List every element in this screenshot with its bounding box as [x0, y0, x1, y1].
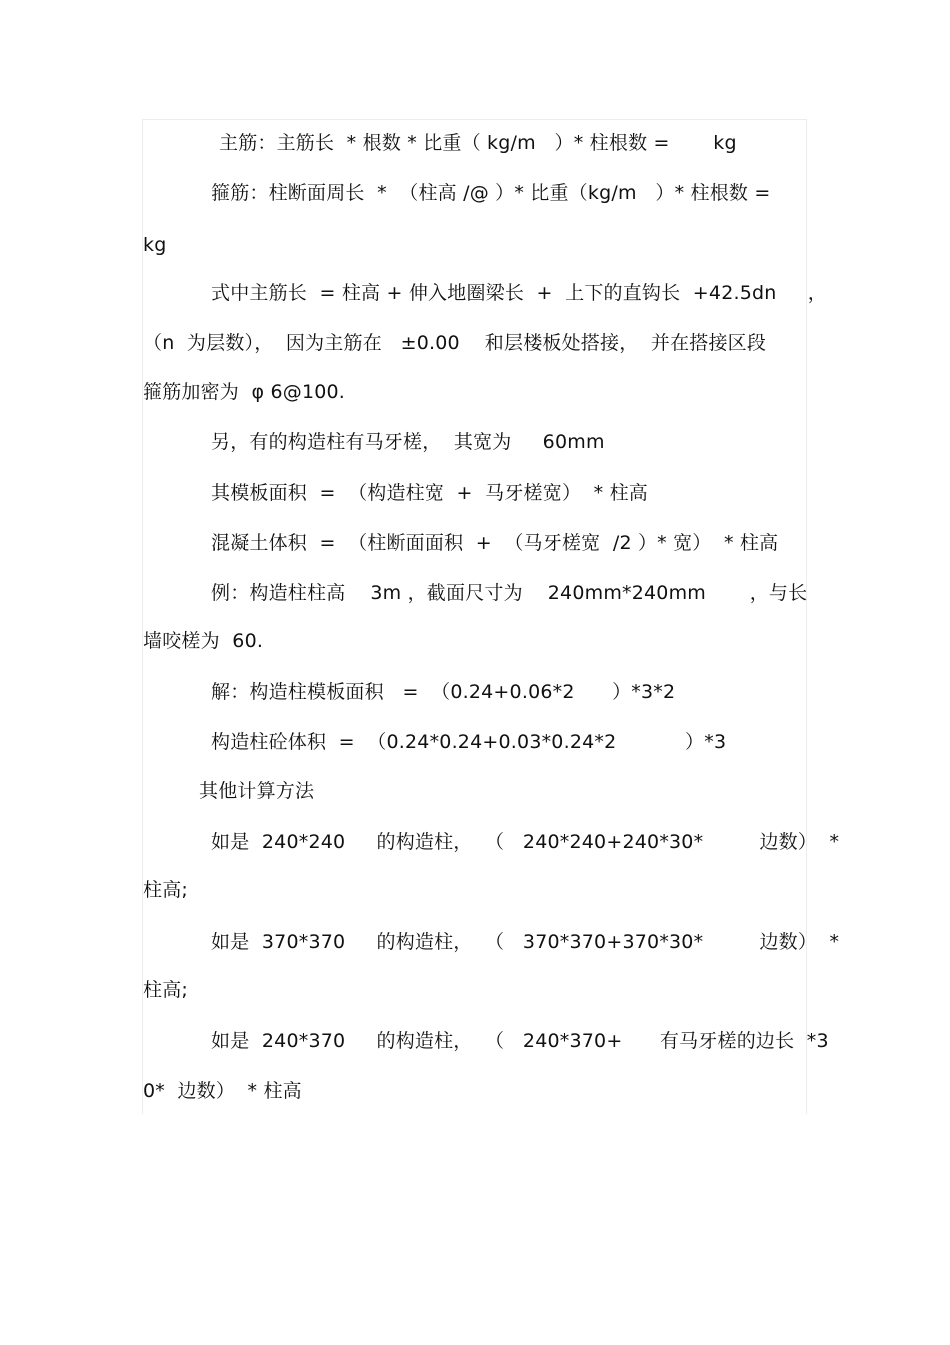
- text-line-solution-volume: 构造柱砼体积 = （0.24*0.24+0.03*0.24*2 ）*3: [211, 731, 727, 753]
- text-line-case-240-240: 如是 240*240 的构造柱， （ 240*240+240*30* 边数） *: [211, 831, 840, 853]
- text-line-case-240-370-cont: 0* 边数） * 柱高: [143, 1080, 302, 1102]
- text-line-stirrup-formula: 箍筋：柱断面周长 * （柱高 /@ ）* 比重（kg/m ）* 柱根数 =: [211, 182, 771, 204]
- text-line-stirrup-unit: kg: [143, 234, 167, 256]
- text-line-layer-note: （n 为层数）， 因为主筋在 ±0.00 和层楼板处搭接， 并在搭接区段: [143, 332, 767, 354]
- text-line-formwork-area: 其模板面积 = （构造柱宽 + 马牙槎宽） * 柱高: [211, 482, 648, 504]
- text-line-main-rebar-length: 式中主筋长 = 柱高 + 伸入地圈梁长 + 上下的直钩长 +42.5dn ，: [211, 282, 827, 304]
- text-line-solution-formwork: 解：构造柱模板面积 = （0.24+0.06*2 ）*3*2: [211, 681, 676, 703]
- text-line-case-370-370: 如是 370*370 的构造柱， （ 370*370+370*30* 边数） *: [211, 931, 840, 953]
- document-page: [142, 119, 807, 1114]
- text-line-example: 例：构造柱柱高 3m ，截面尺寸为 240mm*240mm ，与长: [211, 582, 808, 604]
- text-line-case-240-240-cont: 柱高;: [143, 879, 189, 901]
- text-line-case-240-370: 如是 240*370 的构造柱， （ 240*370+ 有马牙槎的边长 *3: [211, 1030, 829, 1052]
- text-line-case-370-370-cont: 柱高;: [143, 979, 189, 1001]
- section-heading-other-methods: 其他计算方法: [199, 780, 315, 802]
- text-line-main-rebar-formula: 主筋：主筋长 * 根数 * 比重（ kg/m ）* 柱根数 = kg: [219, 132, 737, 154]
- text-line-concrete-volume: 混凝土体积 = （柱断面面积 + （马牙槎宽 /2 ）* 宽） * 柱高: [211, 532, 779, 554]
- text-line-example-cont: 墙咬槎为 60.: [143, 630, 264, 652]
- text-line-toothed-joint: 另，有的构造柱有马牙槎， 其宽为 60mm: [211, 431, 605, 453]
- text-line-stirrup-density: 箍筋加密为 φ 6@100.: [143, 381, 346, 403]
